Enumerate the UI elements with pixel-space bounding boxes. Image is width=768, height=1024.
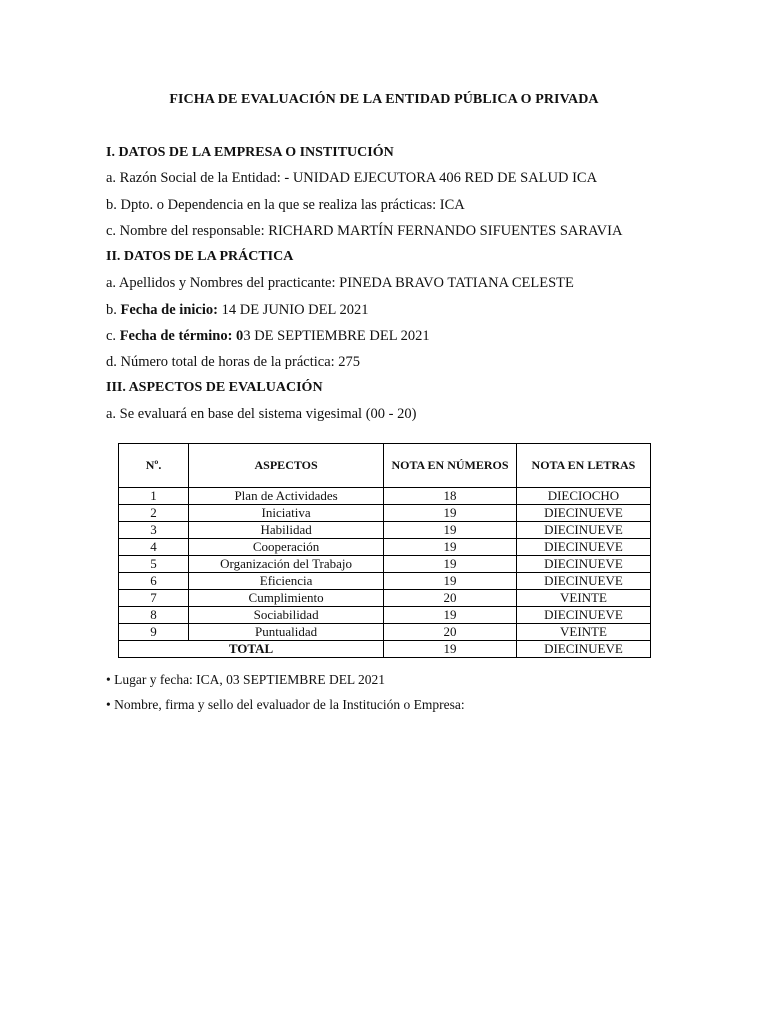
header-nota-numeros: NOTA EN NÚMEROS <box>384 444 517 488</box>
table-row <box>119 573 651 590</box>
table-row <box>119 488 651 505</box>
total-label: TOTAL <box>119 641 384 658</box>
section-2-heading: II. DATOS DE LA PRÁCTICA <box>106 249 294 264</box>
evaluador-line: • Nombre, firma y sello del evaluador de la Institución o Empresa: <box>106 697 465 712</box>
fecha-termino-line <box>106 328 430 345</box>
table-row <box>119 590 651 607</box>
row-nota-letras: DIECINUEVE <box>516 607 650 624</box>
row-nota-numero: 19 <box>384 505 517 522</box>
practicante-line: a. Apellidos y Nombres del practicante: PINEDA BRAVO TATIANA CELESTE <box>106 275 574 291</box>
evaluation-table <box>118 443 651 658</box>
table-total-row <box>119 641 651 658</box>
table-row <box>119 624 651 641</box>
row-aspecto: Plan de Actividades <box>189 488 384 505</box>
table-row <box>119 505 651 522</box>
row-aspecto: Eficiencia <box>189 573 384 590</box>
responsable-line: c. Nombre del responsable: RICHARD MARTÍN FERNANDO SIFUENTES SARAVIA <box>106 223 623 239</box>
table-row <box>119 556 651 573</box>
row-number: 4 <box>119 539 189 556</box>
razon-social-line: a. Razón Social de la Entidad: - UNIDAD EJECUTORA 406 RED DE SALUD ICA <box>106 170 598 186</box>
table-header <box>119 444 651 488</box>
table-body <box>119 488 651 658</box>
row-nota-letras: DIECINUEVE <box>516 539 650 556</box>
row-aspecto: Puntualidad <box>189 624 384 641</box>
total-nota-numero: 19 <box>384 641 517 658</box>
row-nota-letras: DIECIOCHO <box>516 488 650 505</box>
total-nota-letras: DIECINUEVE <box>516 641 650 658</box>
row-nota-numero: 20 <box>384 624 517 641</box>
fecha-inicio-label: Fecha de inicio: <box>120 302 218 318</box>
row-nota-letras: DIECINUEVE <box>516 505 650 522</box>
row-nota-numero: 18 <box>384 488 517 505</box>
table-row <box>119 522 651 539</box>
header-aspectos: ASPECTOS <box>189 444 384 488</box>
row-nota-numero: 19 <box>384 522 517 539</box>
section-1-heading: I. DATOS DE LA EMPRESA O INSTITUCIÓN <box>106 145 394 160</box>
row-nota-numero: 19 <box>384 573 517 590</box>
row-number: 8 <box>119 607 189 624</box>
table-row <box>119 607 651 624</box>
table-header-row <box>119 444 651 488</box>
row-nota-numero: 19 <box>384 607 517 624</box>
row-nota-letras: VEINTE <box>516 624 650 641</box>
row-aspecto: Cumplimiento <box>189 590 384 607</box>
row-nota-numero: 20 <box>384 590 517 607</box>
fecha-inicio-line <box>106 302 368 319</box>
header-numero: Nº. <box>119 444 189 488</box>
row-aspecto: Organización del Trabajo <box>189 556 384 573</box>
sistema-vigesimal-line: a. Se evaluará en base del sistema vigesimal (00 - 20) <box>106 406 417 422</box>
row-number: 5 <box>119 556 189 573</box>
fecha-inicio-prefix: b. <box>106 302 121 318</box>
dependencia-line: b. Dpto. o Dependencia en la que se realiza las prácticas: ICA <box>106 197 465 213</box>
row-nota-numero: 19 <box>384 539 517 556</box>
row-number: 2 <box>119 505 189 522</box>
row-nota-numero: 19 <box>384 556 517 573</box>
row-number: 3 <box>119 522 189 539</box>
fecha-termino-prefix: c. <box>106 328 120 344</box>
row-aspecto: Habilidad <box>189 522 384 539</box>
row-aspecto: Sociabilidad <box>189 607 384 624</box>
row-number: 7 <box>119 590 189 607</box>
row-aspecto: Iniciativa <box>189 505 384 522</box>
row-number: 9 <box>119 624 189 641</box>
section-3-heading: III. ASPECTOS DE EVALUACIÓN <box>106 380 323 395</box>
row-number: 6 <box>119 573 189 590</box>
row-nota-letras: DIECINUEVE <box>516 573 650 590</box>
row-number: 1 <box>119 488 189 505</box>
fecha-inicio-value: 14 DE JUNIO DEL 2021 <box>217 302 369 318</box>
lugar-fecha-line: • Lugar y fecha: ICA, 03 SEPTIEMBRE DEL 2021 <box>106 672 386 687</box>
fecha-termino-value: 3 DE SEPTIEMBRE DEL 2021 <box>243 328 430 344</box>
header-nota-letras: NOTA EN LETRAS <box>516 444 650 488</box>
table-row <box>119 539 651 556</box>
row-nota-letras: DIECINUEVE <box>516 522 650 539</box>
row-nota-letras: VEINTE <box>516 590 650 607</box>
fecha-termino-label: Fecha de término: 0 <box>119 328 244 344</box>
row-aspecto: Cooperación <box>189 539 384 556</box>
horas-line: d. Número total de horas de la práctica: 275 <box>106 354 361 370</box>
document-title: FICHA DE EVALUACIÓN DE LA ENTIDAD PÚBLICA O PRIVADA <box>169 92 599 107</box>
row-nota-letras: DIECINUEVE <box>516 556 650 573</box>
